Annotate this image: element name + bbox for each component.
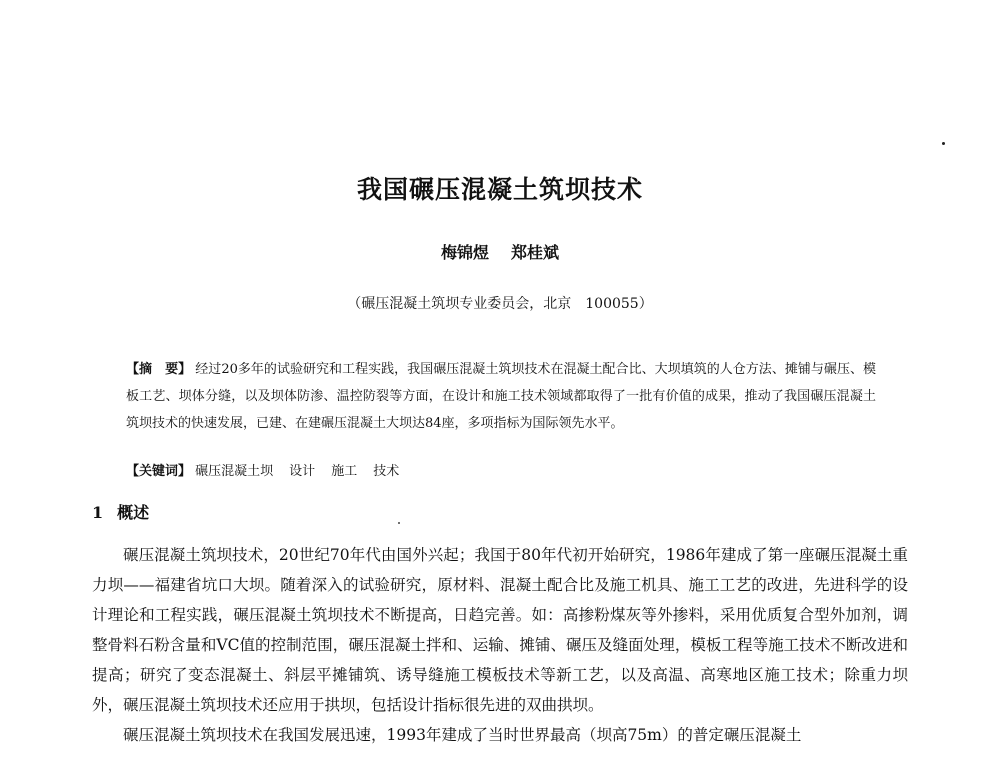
keywords-label: 【关键词】	[126, 464, 192, 479]
section-title: 概述	[117, 503, 150, 522]
section-number: 1	[92, 503, 104, 522]
author-name: 梅锦煜	[440, 243, 489, 262]
keyword: 技术	[373, 464, 400, 479]
abstract-label: 【摘 要】	[126, 362, 192, 377]
paragraph: 碾压混凝土筑坝技术，20世纪70年代由国外兴起；我国于80年代初开始研究，1986年建成了第一座碾压混凝土重力坝——福建省坑口大坝。随着深入的试验研究，原材料、混凝土配合比及施工机具、施工工艺的改进，先进科学的设计理论和工程实践，碾压混凝土筑坝技术不断提高，日趋完善。如：高掺粉煤灰等外掺料，采用优质复合型外加剂，调整骨料石粉含量和VC值的控制范围，碾压混凝土拌和、运输、摊铺、碾压及缝面处理，模板工程等施工技术不断改进和提高；研究了变态混凝土、斜层平摊铺筑、诱导缝施工模板技术等新工艺，以及高温、高寒地区施工技术；除重力坝外，碾压混凝土筑坝技术还应用于拱坝，包括设计指标很先进的双曲拱坝。	[92, 546, 908, 714]
keywords	[126, 460, 876, 479]
body-text	[92, 540, 908, 750]
scan-speck	[942, 142, 945, 145]
affiliation: （碾压混凝土筑坝专业委员会，北京 100055）	[347, 296, 653, 312]
keyword: 设计	[289, 464, 316, 479]
paragraph: 碾压混凝土筑坝技术在我国发展迅速，1993年建成了当时世界最高（坝高75m）的普定碾压混凝土	[123, 726, 802, 744]
scan-speck	[398, 522, 400, 524]
abstract-text: 经过20多年的试验研究和工程实践，我国碾压混凝土筑坝技术在混凝土配合比、大坝填筑的人仓方法、摊铺与碾压、模板工艺、坝体分缝，以及坝体防渗、温控防裂等方面，在设计和施工技术领域都取得了一批有价值的成果，推动了我国碾压混凝土筑坝技术的快速发展，已建、在建碾压混凝土大坝达84座，多项指标为国际领先水平。	[126, 362, 876, 431]
abstract	[126, 356, 876, 437]
keyword: 碾压混凝土坝	[195, 464, 274, 479]
author-list	[0, 240, 1000, 263]
author-name: 郑桂斌	[511, 243, 560, 262]
paper-title: 我国碾压混凝土筑坝技术	[356, 175, 643, 204]
section-heading	[92, 500, 149, 523]
keyword: 施工	[331, 464, 358, 479]
